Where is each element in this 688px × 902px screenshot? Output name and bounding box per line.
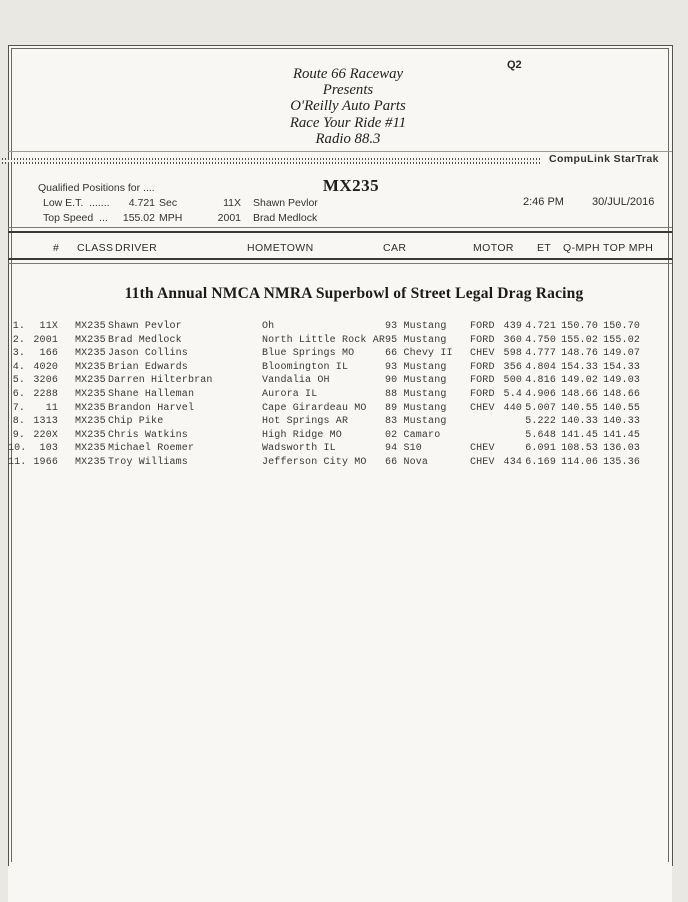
col-header-qmph: Q-MPH — [563, 242, 600, 254]
row-position: 11. — [8, 456, 27, 468]
row-qmph: 114.06 — [561, 456, 598, 468]
table-row — [8, 347, 672, 361]
row-class: MX235 — [75, 416, 106, 428]
row-position: 10. — [8, 443, 27, 455]
row-car: 94 S10 — [385, 443, 422, 455]
row-car: 90 Mustang — [385, 375, 447, 387]
row-driver: Michael Roemer — [108, 443, 195, 455]
event-header-line-track: Route 66 Raceway — [292, 66, 404, 82]
row-motor-size: 356 — [503, 361, 522, 373]
row-car-number: 166 — [39, 348, 58, 360]
row-qmph: 108.53 — [561, 443, 598, 455]
row-position: 9. — [12, 429, 25, 441]
row-car: 66 Chevy II — [385, 348, 453, 360]
row-car-number: 1966 — [33, 456, 58, 468]
low-et-line — [8, 197, 672, 210]
timing-system-brand: CompuLink StarTrak — [549, 153, 659, 165]
row-driver: Jason Collins — [108, 348, 188, 360]
row-qmph: 140.55 — [561, 402, 598, 414]
row-position: 2. — [12, 334, 25, 346]
row-qmph: 150.70 — [561, 321, 598, 332]
event-header — [16, 66, 680, 147]
row-car: 95 Mustang — [385, 334, 447, 346]
row-class: MX235 — [75, 443, 106, 455]
row-car-number: 3206 — [33, 375, 58, 387]
table-row — [8, 374, 672, 388]
row-et: 6.091 — [525, 443, 556, 455]
row-motor-size: 500 — [503, 375, 522, 387]
row-position: 5. — [12, 375, 25, 387]
scanned-report-page — [8, 45, 672, 902]
row-position: 8. — [12, 416, 25, 428]
row-motor-make: FORD — [470, 375, 495, 387]
row-position: 4. — [12, 361, 25, 373]
low-et-car: 11X — [223, 197, 241, 209]
report-title: 11th Annual NMCA NMRA Superbowl of Street Legal Drag Racing — [124, 285, 584, 302]
table-row — [8, 442, 672, 456]
table-row — [8, 456, 672, 470]
row-qmph: 155.02 — [561, 334, 598, 346]
row-class: MX235 — [75, 456, 106, 468]
event-header-line-sponsor: O'Reilly Auto Parts — [290, 98, 406, 115]
row-driver: Troy Williams — [108, 456, 188, 468]
top-speed-value: 155.02 — [122, 212, 155, 224]
low-et-driver: Shawn Pevlor — [253, 197, 318, 209]
table-row — [8, 429, 672, 443]
row-et: 4.816 — [525, 375, 556, 387]
table-row — [8, 388, 672, 402]
row-et: 4.906 — [525, 388, 556, 400]
row-motor-size: 434 — [503, 456, 522, 468]
row-motor-size: 5.4 — [503, 388, 522, 400]
row-motor-make: CHEV — [470, 456, 495, 468]
row-top-mph: 150.70 — [603, 321, 640, 332]
col-header-et: ET — [537, 242, 552, 254]
row-position: 3. — [12, 348, 25, 360]
row-qmph: 148.76 — [561, 348, 598, 360]
row-motor-size: 440 — [503, 402, 522, 414]
row-car-number: 103 — [39, 443, 58, 455]
top-speed-unit: MPH — [159, 212, 183, 224]
row-et: 5.648 — [525, 429, 556, 441]
row-top-mph: 140.55 — [603, 402, 640, 414]
row-class: MX235 — [75, 429, 106, 441]
row-position: 7. — [12, 402, 25, 414]
row-qmph: 149.02 — [561, 375, 598, 387]
row-driver: Brandon Harvel — [108, 402, 195, 414]
top-speed-car: 2001 — [217, 212, 241, 224]
row-car-number: 4020 — [33, 361, 58, 373]
low-et-value: 4.721 — [128, 197, 155, 209]
row-car-number: 2001 — [33, 334, 58, 346]
row-driver: Chris Watkins — [108, 429, 188, 441]
row-qmph: 141.45 — [561, 429, 598, 441]
top-speed-label: Top Speed ... — [43, 212, 108, 224]
row-top-mph: 149.03 — [603, 375, 640, 387]
row-motor-size: 439 — [503, 321, 522, 332]
row-car: 89 Mustang — [385, 402, 447, 414]
row-car-number: 11 — [45, 402, 58, 414]
row-hometown: Bloomington IL — [262, 361, 349, 373]
row-hometown: Hot Springs AR — [262, 416, 349, 428]
table-row — [8, 415, 672, 429]
event-header-line-radio: Radio 88.3 — [315, 130, 381, 147]
top-speed-line — [8, 212, 672, 225]
row-hometown: Jefferson City MO — [262, 456, 367, 468]
row-position: 1. — [12, 321, 25, 332]
session-label: Q2 — [507, 59, 522, 71]
row-motor-make: CHEV — [470, 443, 495, 455]
row-driver: Shane Halleman — [108, 388, 195, 400]
thin-rule — [8, 151, 672, 152]
row-driver: Shawn Pevlor — [108, 321, 182, 332]
row-hometown: North Little Rock AR — [262, 334, 386, 346]
row-top-mph: 148.66 — [603, 388, 640, 400]
row-motor-size: 360 — [503, 334, 522, 346]
row-hometown: High Ridge MO — [262, 429, 342, 441]
row-hometown: Blue Springs MO — [262, 348, 355, 360]
row-motor-make: FORD — [470, 361, 495, 373]
row-et: 4.721 — [525, 321, 556, 332]
row-driver: Darren Hilterbran — [108, 375, 213, 387]
row-class: MX235 — [75, 388, 106, 400]
table-row — [8, 361, 672, 375]
top-speed-driver: Brad Medlock — [253, 212, 318, 224]
row-qmph: 154.33 — [561, 361, 598, 373]
row-hometown: Cape Girardeau MO — [262, 402, 367, 414]
results-table-body — [8, 320, 672, 470]
row-top-mph: 135.36 — [603, 456, 640, 468]
column-headers — [8, 242, 672, 256]
row-motor-make: FORD — [470, 334, 495, 346]
col-header-class: CLASS — [77, 242, 114, 254]
row-hometown: Vandalia OH — [262, 375, 330, 387]
low-et-unit: Sec — [159, 197, 178, 209]
row-qmph: 140.33 — [561, 416, 598, 428]
col-header-driver: DRIVER — [115, 242, 158, 254]
row-et: 4.804 — [525, 361, 556, 373]
row-et: 5.007 — [525, 402, 556, 414]
row-class: MX235 — [75, 321, 106, 332]
low-et-label: Low E.T. ....... — [43, 197, 110, 209]
row-hometown: Aurora IL — [262, 388, 318, 400]
row-motor-make: FORD — [470, 321, 495, 332]
row-car: 93 Mustang — [385, 321, 447, 332]
print-date: 30/JUL/2016 — [592, 196, 655, 208]
row-motor-make: FORD — [470, 388, 495, 400]
row-hometown: Oh — [262, 321, 275, 332]
header-underline-rule — [8, 258, 672, 264]
row-car-number: 2288 — [33, 388, 58, 400]
dotted-separator-gap — [2, 160, 540, 161]
row-car: 83 Mustang — [385, 416, 447, 428]
row-qmph: 148.66 — [561, 388, 598, 400]
row-car: 88 Mustang — [385, 388, 447, 400]
row-top-mph: 141.45 — [603, 429, 640, 441]
row-top-mph: 140.33 — [603, 416, 640, 428]
row-motor-make: CHEV — [470, 348, 495, 360]
row-top-mph: 155.02 — [603, 334, 640, 346]
row-et: 5.222 — [525, 416, 556, 428]
print-time: 2:46 PM — [523, 196, 564, 208]
row-motor-size: 598 — [503, 348, 522, 360]
table-row — [8, 402, 672, 416]
row-top-mph: 154.33 — [603, 361, 640, 373]
row-car: 02 Camaro — [385, 429, 441, 441]
row-class: MX235 — [75, 334, 106, 346]
row-et: 4.750 — [525, 334, 556, 346]
qualified-positions-title: Qualified Positions for .... — [38, 182, 155, 194]
row-car-number: 220X — [33, 429, 58, 441]
row-car: 93 Mustang — [385, 361, 447, 373]
row-driver: Brad Medlock — [108, 334, 182, 346]
row-position: 6. — [12, 388, 25, 400]
class-code: MX235 — [322, 176, 380, 195]
table-row — [8, 320, 672, 334]
col-header-car: CAR — [383, 242, 407, 254]
row-driver: Chip Pike — [108, 416, 164, 428]
col-header-motor: MOTOR — [473, 242, 514, 254]
row-car-number: 1313 — [33, 416, 58, 428]
event-header-line-event: Race Your Ride #11 — [289, 114, 407, 131]
row-car: 66 Nova — [385, 456, 429, 468]
row-top-mph: 136.03 — [603, 443, 640, 455]
row-et: 4.777 — [525, 348, 556, 360]
row-class: MX235 — [75, 361, 106, 373]
thick-rule — [8, 227, 672, 233]
row-top-mph: 149.07 — [603, 348, 640, 360]
col-header-number: # — [53, 242, 60, 254]
row-motor-make: CHEV — [470, 402, 495, 414]
col-header-topmph: TOP MPH — [603, 242, 654, 254]
row-class: MX235 — [75, 375, 106, 387]
event-header-line-presents: Presents — [322, 82, 374, 99]
row-class: MX235 — [75, 348, 106, 360]
row-driver: Brian Edwards — [108, 361, 188, 373]
col-header-hometown: HOMETOWN — [247, 242, 314, 254]
row-class: MX235 — [75, 402, 106, 414]
row-hometown: Wadsworth IL — [262, 443, 336, 455]
table-row — [8, 334, 672, 348]
dotted-separator — [2, 158, 540, 164]
row-car-number: 11X — [39, 321, 58, 332]
row-et: 6.169 — [525, 456, 556, 468]
